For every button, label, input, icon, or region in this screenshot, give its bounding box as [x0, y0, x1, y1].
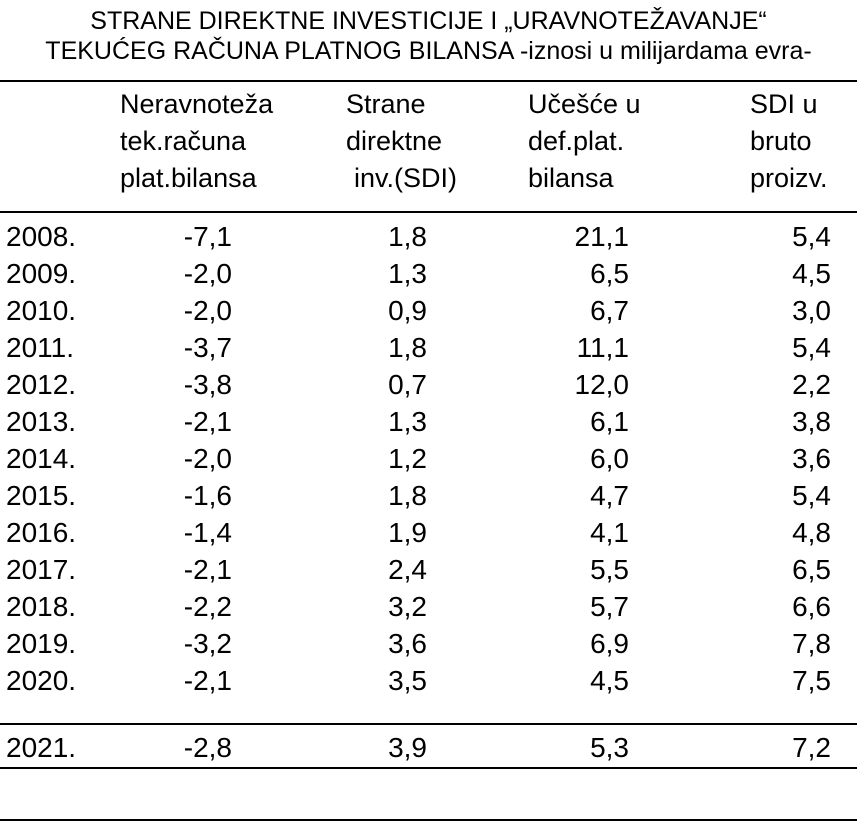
fdi-gdp-value: 3,6 [792, 443, 831, 474]
table-row [0, 664, 857, 698]
deficit-share-value: 6,1 [590, 406, 629, 437]
deficit-share-value: 4,1 [590, 517, 629, 548]
year-cell: 2011. [6, 332, 74, 363]
fdi-gdp-value: 6,6 [792, 591, 831, 622]
year-cell: 2014. [6, 443, 77, 474]
fdi-value: 0,7 [388, 369, 427, 400]
current-account-value: -2,2 [183, 591, 232, 622]
table-title-line-2: TEKUĆEG RAČUNA PLATNOG BILANSA -iznosi u milijardama evra- [45, 37, 812, 65]
year-cell: 2012. [6, 369, 77, 400]
fdi-gdp-value: 7,2 [792, 732, 831, 763]
deficit-share-value: 6,7 [590, 295, 629, 326]
table-row [0, 220, 857, 254]
fdi-gdp-value: 7,5 [792, 665, 831, 696]
year-cell: 2017. [6, 554, 77, 585]
current-account-value: -2,0 [183, 295, 232, 326]
table-row [0, 368, 857, 402]
year-cell: 2013. [6, 406, 77, 437]
title-rule [0, 80, 857, 82]
header-current-account-imbalance: Neravnoteža tek.računa plat.bilansa [120, 89, 274, 193]
current-account-value: -3,2 [183, 628, 232, 659]
table-row [0, 590, 857, 624]
current-account-value: -1,6 [183, 480, 232, 511]
fdi-value: 1,3 [388, 406, 427, 437]
year-cell: 2008. [6, 221, 77, 252]
fdi-value: 3,6 [388, 628, 427, 659]
table-title-line-1: STRANE DIREKTNE INVESTICIJE I „URAVNOTEŽAVANJE“ [90, 7, 767, 35]
current-account-value: -2,8 [183, 732, 232, 763]
table-row [0, 553, 857, 587]
header-rule [0, 211, 857, 213]
year-cell: 2015. [6, 480, 77, 511]
current-account-value: -3,8 [183, 369, 232, 400]
deficit-share-value: 4,5 [590, 665, 629, 696]
rule-before-2021 [0, 767, 857, 769]
deficit-share-value: 5,5 [590, 554, 629, 585]
table-row [0, 627, 857, 661]
bottom-rule [0, 819, 857, 821]
current-account-value: -2,1 [183, 554, 232, 585]
current-account-value: -1,4 [183, 517, 232, 548]
fdi-gdp-value: 3,0 [792, 295, 831, 326]
table-row [0, 731, 857, 765]
fdi-gdp-value: 3,8 [792, 406, 831, 437]
table-row [0, 294, 857, 328]
year-cell: 2020. [6, 665, 77, 696]
year-cell: 2009. [6, 258, 77, 289]
fdi-value: 1,3 [388, 258, 427, 289]
header-fdi: Strane direktne inv.(SDI) [346, 89, 458, 193]
deficit-share-value: 6,9 [590, 628, 629, 659]
table-row [0, 479, 857, 513]
fdi-value: 3,2 [388, 591, 427, 622]
current-account-value: -2,1 [183, 406, 232, 437]
current-account-value: -3,7 [183, 332, 232, 363]
column-headers [0, 86, 857, 210]
fdi-value: 1,9 [388, 517, 427, 548]
year-cell: 2010. [6, 295, 77, 326]
deficit-share-value: 21,1 [574, 221, 629, 252]
fdi-gdp-value: 6,5 [792, 554, 831, 585]
table-row [0, 257, 857, 291]
current-account-value: -2,1 [183, 665, 232, 696]
table-row [0, 331, 857, 365]
fdi-gdp-value: 4,5 [792, 258, 831, 289]
deficit-share-value: 6,5 [590, 258, 629, 289]
year-cell: 2019. [6, 628, 77, 659]
year-cell: 2016. [6, 517, 77, 548]
fdi-value: 1,8 [388, 332, 427, 363]
header-fdi-in-gdp: SDI u bruto proizv. [750, 89, 828, 193]
fdi-gdp-value: 2,2 [792, 369, 831, 400]
fdi-gdp-value: 5,4 [792, 221, 831, 252]
fdi-value: 1,8 [388, 480, 427, 511]
fdi-gdp-value: 5,4 [792, 332, 831, 363]
year-cell: 2018. [6, 591, 77, 622]
fdi-value: 1,2 [388, 443, 427, 474]
fdi-value: 0,9 [388, 295, 427, 326]
rule-before-2020 [0, 723, 857, 725]
current-account-value: -7,1 [183, 221, 232, 252]
table-row [0, 516, 857, 550]
year-cell: 2021. [6, 732, 77, 763]
table-row [0, 442, 857, 476]
header-share-in-deficit: Učešće u def.plat. bilansa [528, 89, 641, 193]
current-account-value: -2,0 [183, 443, 232, 474]
deficit-share-value: 5,7 [590, 591, 629, 622]
fdi-value: 3,9 [388, 732, 427, 763]
table-row [0, 405, 857, 439]
fdi-value: 3,5 [388, 665, 427, 696]
deficit-share-value: 4,7 [590, 480, 629, 511]
fdi-gdp-value: 7,8 [792, 628, 831, 659]
fdi-value: 2,4 [388, 554, 427, 585]
deficit-share-value: 5,3 [590, 732, 629, 763]
deficit-share-value: 12,0 [574, 369, 629, 400]
fdi-gdp-value: 4,8 [792, 517, 831, 548]
fdi-gdp-value: 5,4 [792, 480, 831, 511]
deficit-share-value: 11,1 [576, 332, 629, 363]
fdi-value: 1,8 [388, 221, 427, 252]
deficit-share-value: 6,0 [590, 443, 629, 474]
current-account-value: -2,0 [183, 258, 232, 289]
